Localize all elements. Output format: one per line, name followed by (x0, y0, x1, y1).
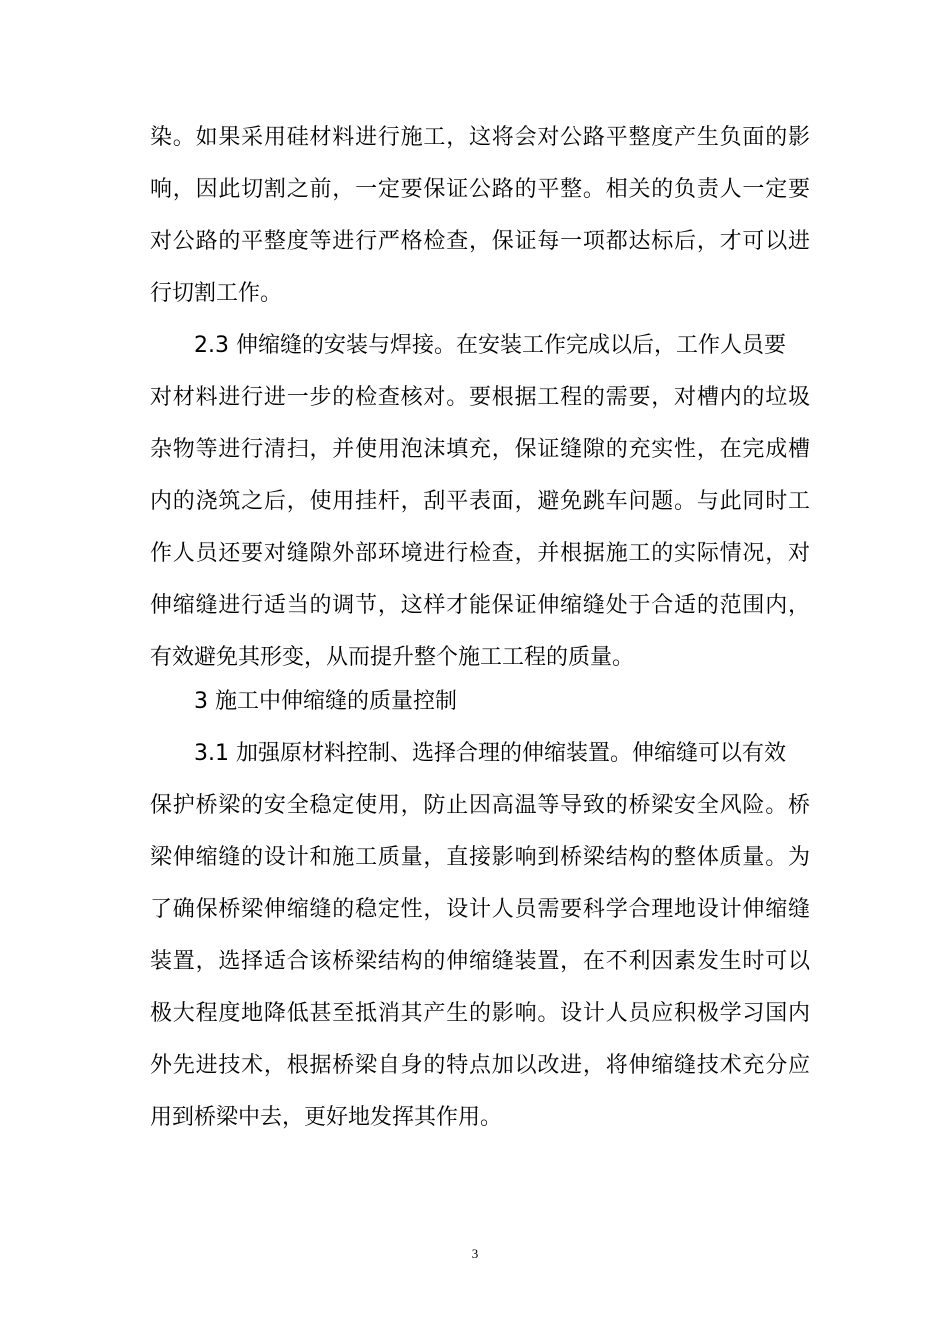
text-line: 染。如果采用硅材料进行施工，这将会对公路平整度产生负面的影 (150, 125, 810, 150)
section-3-1-heading-line: 3.1 加强原材料控制、选择合理的伸缩装置。伸缩缝可以有效 (194, 741, 786, 766)
text-line: 响，因此切割之前，一定要保证公路的平整。相关的负责人一定要 (150, 177, 810, 202)
section-2-3-heading-line: 2.3 伸缩缝的安装与焊接。在安装工作完成以后，工作人员要 (194, 333, 786, 358)
text-line: 用到桥梁中去，更好地发挥其作用。 (150, 1105, 503, 1130)
text-line: 对公路的平整度等进行严格检查，保证每一项都达标后，才可以进 (150, 229, 810, 254)
text-line: 保护桥梁的安全稳定使用，防止因高温等导致的桥梁安全风险。桥 (150, 793, 810, 818)
text-line: 行切割工作。 (150, 281, 283, 306)
text-line: 杂物等进行清扫，并使用泡沫填充，保证缝隙的充实性，在完成槽 (150, 437, 810, 462)
text-line: 外先进技术，根据桥梁自身的特点加以改进，将伸缩缝技术充分应 (150, 1053, 810, 1078)
text-line: 伸缩缝进行适当的调节，这样才能保证伸缩缝处于合适的范围内， (150, 593, 810, 618)
text-line: 梁伸缩缝的设计和施工质量，直接影响到桥梁结构的整体质量。为 (150, 845, 810, 870)
section-3-heading: 3 施工中伸缩缝的质量控制 (194, 689, 457, 714)
text-line: 装置，选择适合该桥梁结构的伸缩缝装置，在不利因素发生时可以 (150, 949, 810, 974)
page-number: 3 (471, 1246, 479, 1261)
text-line: 内的浇筑之后，使用挂杆，刮平表面，避免跳车问题。与此同时工 (150, 489, 810, 514)
text-line: 作人员还要对缝隙外部环境进行检查，并根据施工的实际情况，对 (150, 541, 810, 566)
text-line: 对材料进行进一步的检查核对。要根据工程的需要，对槽内的垃圾 (150, 385, 810, 410)
text-line: 有效避免其形变，从而提升整个施工工程的质量。 (150, 645, 635, 670)
text-line: 极大程度地降低甚至抵消其产生的影响。设计人员应积极学习国内 (150, 1001, 810, 1026)
text-line: 了确保桥梁伸缩缝的稳定性，设计人员需要科学合理地设计伸缩缝 (150, 897, 810, 922)
